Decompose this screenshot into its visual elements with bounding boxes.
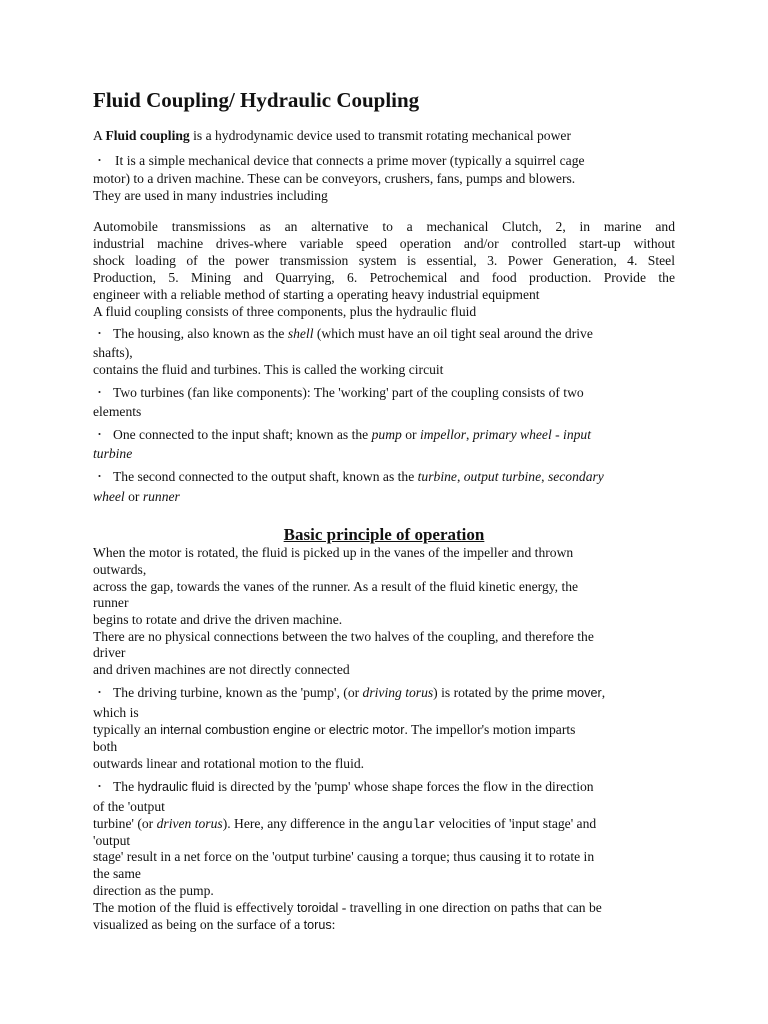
paragraph-line: It is a simple mechanical device that connects a prime mover (typically a squirrel cage bbox=[115, 153, 585, 168]
bullet-line: One connected to the input shaft; known as the pump or impellor, primary wheel - input bbox=[113, 427, 591, 442]
bullet-icon: ・ bbox=[94, 781, 105, 793]
paragraph-line: runner bbox=[93, 595, 129, 610]
bullet-line: the same bbox=[93, 866, 141, 881]
paragraph-line: across the gap, towards the vanes of the runner. As a result of the fluid kinetic energy, the bbox=[93, 579, 579, 594]
bullet-line: both bbox=[93, 739, 118, 754]
paragraph-line: The motion of the fluid is effectively toroidal - travelling in one direction on paths that can be bbox=[93, 900, 602, 915]
paragraph-line: When the motor is rotated, the fluid is picked up in the vanes of the impeller and thrown bbox=[93, 545, 574, 560]
section-heading: Basic principle of operation bbox=[283, 525, 485, 544]
paragraph-line: begins to rotate and drive the driven machine. bbox=[93, 612, 343, 627]
bullet-icon: ・ bbox=[94, 429, 105, 441]
bullet-line: which is bbox=[93, 705, 139, 720]
paragraph-line: outwards, bbox=[93, 562, 147, 577]
paragraph-line: Production, 5. Mining and Quarrying, 6. Petrochemical and food production. Provide the bbox=[93, 270, 675, 285]
bullet-line: shafts), bbox=[93, 345, 133, 360]
paragraph-line: industrial machine drives-where variable speed operation and/or controlled start-up without bbox=[93, 236, 675, 251]
bullet-line: The housing, also known as the shell (which must have an oil tight seal around the drive bbox=[113, 326, 593, 341]
paragraph-line: motor) to a driven machine. These can be conveyors, crushers, fans, pumps and blowers. bbox=[93, 171, 576, 186]
bullet-icon: ・ bbox=[94, 155, 105, 167]
bullet-line: elements bbox=[93, 404, 142, 419]
paragraph-line: They are used in many industries including bbox=[93, 188, 328, 203]
paragraph-line: driver bbox=[93, 645, 126, 660]
bullet-line: stage' result in a net force on the 'output turbine' causing a torque; thus causing it to rotate in bbox=[93, 849, 595, 864]
bullet-line: The hydraulic fluid is directed by the 'pump' whose shape forces the flow in the direction bbox=[113, 779, 594, 794]
paragraph-line: and driven machines are not directly connected bbox=[93, 662, 350, 677]
bullet-icon: ・ bbox=[94, 328, 105, 340]
page-title: Fluid Coupling/ Hydraulic Coupling bbox=[93, 88, 420, 112]
bullet-line: outwards linear and rotational motion to the fluid. bbox=[93, 756, 365, 771]
paragraph-line: A fluid coupling consists of three components, plus the hydraulic fluid bbox=[93, 304, 477, 319]
bullet-line: 'output bbox=[93, 833, 131, 848]
bullet-line: direction as the pump. bbox=[93, 883, 214, 898]
paragraph-line: There are no physical connections between the two halves of the coupling, and therefore the bbox=[93, 629, 594, 644]
paragraph-line: shock loading of the power transmission system is essential, 3. Power Generation, 4. Steel bbox=[93, 253, 675, 268]
bullet-icon: ・ bbox=[94, 687, 105, 699]
bullet-line: turbine' (or driven torus). Here, any difference in the angular velocities of 'input stage' and bbox=[93, 816, 597, 832]
bullet-icon: ・ bbox=[94, 471, 105, 483]
bullet-line: The second connected to the output shaft, known as the turbine, output turbine, secondary bbox=[113, 469, 604, 484]
bullet-line: contains the fluid and turbines. This is called the working circuit bbox=[93, 362, 444, 377]
bullet-line: of the 'output bbox=[93, 799, 165, 814]
bullet-line: Two turbines (fan like components): The 'working' part of the coupling consists of two bbox=[113, 385, 584, 400]
bullet-line: typically an internal combustion engine or electric motor. The impellor's motion imparts bbox=[93, 722, 576, 737]
paragraph-line: visualized as being on the surface of a torus: bbox=[93, 917, 336, 932]
bullet-line: wheel or runner bbox=[93, 489, 180, 504]
bullet-icon: ・ bbox=[94, 387, 105, 399]
paragraph-line: Automobile transmissions as an alternative to a mechanical Clutch, 2, in marine and bbox=[93, 219, 675, 234]
intro-line: A Fluid coupling is a hydrodynamic device used to transmit rotating mechanical power bbox=[93, 128, 571, 143]
bullet-line: turbine bbox=[93, 446, 133, 461]
bullet-line: The driving turbine, known as the 'pump', (or driving torus) is rotated by the prime mover, bbox=[113, 685, 606, 700]
paragraph-line: engineer with a reliable method of starting a operating heavy industrial equipment bbox=[93, 287, 540, 302]
